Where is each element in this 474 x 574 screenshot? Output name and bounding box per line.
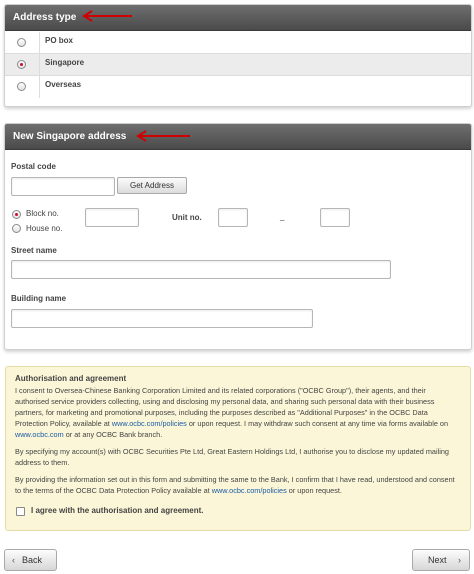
house-no-radio[interactable] — [12, 224, 21, 233]
confirm-text-2: or upon request. — [286, 486, 342, 495]
divider — [39, 76, 40, 98]
back-button[interactable] — [4, 549, 57, 571]
building-name-input[interactable] — [11, 309, 313, 328]
postal-code-input[interactable] — [11, 177, 115, 196]
agreement-title: Authorisation and agreement — [15, 374, 127, 383]
chevron-right-icon: › — [458, 555, 461, 565]
next-button[interactable] — [412, 549, 470, 571]
block-no-input[interactable] — [85, 208, 139, 227]
unit-number-input[interactable] — [320, 208, 350, 227]
po-box-radio[interactable] — [17, 38, 26, 47]
consent-text-3: or at any OCBC Bank branch. — [63, 430, 163, 439]
agree-checkbox[interactable] — [16, 507, 25, 516]
overseas-label: Overseas — [45, 80, 82, 89]
back-button-label: Back — [22, 555, 43, 565]
chevron-left-icon: ‹ — [12, 555, 15, 565]
address-option-singapore[interactable] — [5, 54, 471, 76]
agree-checkbox-label: I agree with the authorisation and agreement. — [31, 506, 204, 515]
next-button-label: Next — [428, 555, 447, 565]
consent-text: I consent to Oversea-Chinese Banking Corporation Limited and its related corporations ("OCBC Group"), their agents, and their authorised service providers collecting, using and disclosing my personal data, and sharing such personal data with their business partners, for marketing and promotional purposes, including the purposes described as "Additional Purposes" in the OCBC Data Protection Policy, available at — [15, 386, 435, 428]
singapore-label: Singapore — [45, 58, 85, 67]
unit-floor-input[interactable] — [218, 208, 248, 227]
street-name-label: Street name — [11, 246, 57, 255]
address-option-po-box[interactable] — [5, 32, 471, 54]
address-type-title: Address type — [5, 5, 471, 31]
street-name-input[interactable] — [11, 260, 391, 279]
agreement-paragraph-consent — [15, 385, 461, 440]
block-no-label: Block no. — [26, 209, 59, 218]
agreement-paragraph-disclose: By specifying my account(s) with OCBC Securities Pte Ltd, Great Eastern Holdings Ltd, I authorise you to disclose my updated mailing address to them. — [15, 447, 449, 467]
agreement-paragraph-confirm — [15, 474, 461, 496]
address-type-panel — [4, 4, 472, 107]
new-address-panel — [4, 123, 472, 350]
annotation-arrow-icon — [80, 8, 136, 24]
address-option-overseas[interactable] — [5, 76, 471, 98]
policies-link[interactable]: www.ocbc.com/policies — [111, 419, 187, 428]
annotation-arrow-icon — [134, 128, 194, 144]
confirm-text: By providing the information set out in this form and submitting the same to the Bank, I confirm that I have read, understood and consent to the terms of the OCBC Data Protection Policy available at — [15, 475, 455, 495]
po-box-label: PO box — [45, 36, 74, 45]
divider — [39, 32, 40, 53]
house-no-label: House no. — [26, 224, 63, 233]
building-name-label: Building name — [11, 294, 67, 303]
block-no-radio[interactable] — [12, 210, 21, 219]
unit-no-label: Unit no. — [172, 213, 202, 222]
get-address-button[interactable]: Get Address — [117, 177, 187, 194]
ocbc-link[interactable]: www.ocbc.com — [15, 430, 64, 439]
postal-code-label: Postal code — [11, 162, 56, 171]
singapore-radio[interactable] — [17, 60, 26, 69]
new-address-title: New Singapore address — [5, 124, 471, 150]
consent-text-2: or upon request. I may withdraw such consent at any time via forms available on — [186, 419, 449, 428]
policies-link-2[interactable]: www.ocbc.com/policies — [211, 486, 287, 495]
unit-separator: _ — [280, 212, 285, 221]
divider — [39, 54, 40, 75]
overseas-radio[interactable] — [17, 82, 26, 91]
